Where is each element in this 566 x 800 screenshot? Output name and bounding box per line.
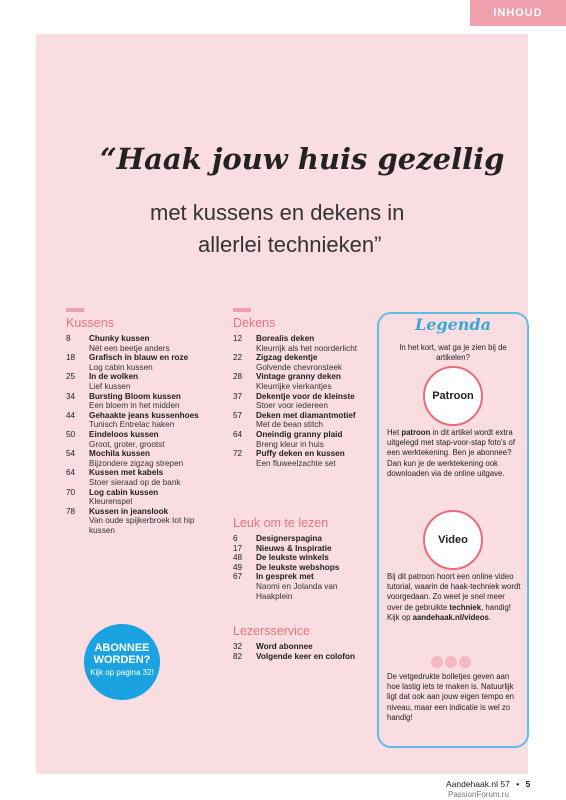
toc-entry[interactable] <box>66 334 216 353</box>
quote-line-3: allerlei technieken” <box>198 232 382 257</box>
toc-page-number: 8 <box>66 334 71 343</box>
toc-entry-subtitle: Nét een beetje anders <box>89 343 170 353</box>
badge-headline: ABONNEE WORDEN? <box>93 642 151 666</box>
toc-entry-text <box>89 468 181 487</box>
dekens-column <box>233 316 373 468</box>
toc-entry-subtitle: Breng kleur in huis <box>256 439 324 449</box>
dekens-title: Dekens <box>233 316 276 330</box>
quote-line-1: “Haak jouw huis gezellig <box>100 142 505 176</box>
toc-entry-title: Word abonnee <box>256 642 313 651</box>
page-footer <box>446 779 530 789</box>
toc-entry[interactable] <box>233 652 373 662</box>
toc-entry-text <box>256 544 332 554</box>
toc-page-number: 25 <box>66 372 76 382</box>
toc-entry[interactable] <box>66 411 216 430</box>
toc-entry-title: Grafisch in blauw en roze <box>89 353 189 363</box>
toc-entry-title: Chunky kussen <box>89 334 150 343</box>
watermark: PassionForum.ru <box>448 790 509 799</box>
quote-line-2: met kussens en dekens in <box>150 200 405 225</box>
toc-entry-text <box>89 488 158 507</box>
badge-subtext: Kijk op pagina 32! <box>90 668 154 677</box>
video-text-pre: Bij dit patroon hoort een online video tutorial, waarin de haak-techniek wordt voorgedaan. Zo weet je snel meer over de gebruikte <box>387 572 521 612</box>
patroon-text-pre: Het <box>387 428 402 437</box>
subscribe-badge[interactable] <box>84 624 160 700</box>
difficulty-dots <box>431 656 471 668</box>
toc-page-number: 70 <box>66 487 76 497</box>
toc-entry[interactable] <box>66 372 216 391</box>
toc-entry[interactable] <box>66 392 216 411</box>
toc-page-number: 44 <box>66 410 76 420</box>
toc-entry[interactable] <box>233 449 373 468</box>
toc-page-number: 64 <box>233 429 243 439</box>
toc-entry-title: Gehaakte jeans kussenhoes <box>89 410 199 420</box>
toc-entry-text <box>256 642 313 652</box>
legenda-box <box>377 312 529 748</box>
toc-entry-subtitle: Bijzondere zigzag strepen <box>89 458 184 468</box>
kussens-list <box>66 334 216 535</box>
toc-entry-subtitle: Kleurrijk als het noorderlicht <box>256 343 358 353</box>
toc-entry-subtitle: Stoer voor iedereen <box>256 401 328 411</box>
leuk-list <box>233 534 373 601</box>
toc-page-number: 48 <box>233 553 243 563</box>
toc-entry-subtitle: Naomi en Jolanda van Haakplein <box>256 581 338 601</box>
toc-entry[interactable] <box>66 488 216 507</box>
toc-entry[interactable] <box>233 353 373 372</box>
toc-entry-title: Oneindig granny plaid <box>256 429 343 439</box>
toc-page-number: 32 <box>233 642 243 651</box>
toc-entry-subtitle: Met de bean stitch <box>256 420 323 430</box>
toc-entry-title: Log cabin kussen <box>89 487 159 497</box>
toc-entry-text <box>89 372 138 391</box>
toc-page-number: 72 <box>233 449 243 459</box>
difficulty-dot-icon <box>459 656 471 668</box>
toc-page-number: 28 <box>233 372 243 382</box>
kussens-title: Kussens <box>66 316 114 330</box>
footer-bullet: • <box>516 779 520 789</box>
toc-entry-title: Kussen in jeanslook <box>89 506 169 516</box>
toc-entry-title: In gesprek met <box>256 572 314 582</box>
toc-entry[interactable] <box>233 572 373 601</box>
toc-page-number: 54 <box>66 449 76 459</box>
dekens-list <box>233 334 373 468</box>
toc-entry-subtitle: Golvende chevronsteek <box>256 362 343 372</box>
video-text-bold: techniek <box>449 602 482 612</box>
toc-entry-title: Dekentje voor de kleinste <box>256 391 355 401</box>
toc-entry-subtitle: Een bloem in het midden <box>89 401 180 411</box>
toc-page-number: 12 <box>233 334 243 343</box>
toc-entry-title: Volgende keer en colofon <box>256 651 356 661</box>
kussens-column <box>66 316 216 535</box>
toc-page-number: 6 <box>233 534 238 543</box>
legenda-intro: In het kort, wat ga je zien bij de artikelen? <box>399 343 507 363</box>
toc-entry-title: Mochila kussen <box>89 449 150 459</box>
video-icon <box>423 510 483 570</box>
toc-entry[interactable] <box>233 430 373 449</box>
toc-entry-text <box>256 572 373 601</box>
toc-entry[interactable] <box>66 430 216 449</box>
toc-page-number: 67 <box>233 572 243 582</box>
toc-entry-text <box>256 449 345 468</box>
toc-page-number: 37 <box>233 391 243 401</box>
section-rule <box>66 308 84 312</box>
dots-text: De vetgedrukte bolletjes geven aan hoe lastig iets te maken is. Natuurlijk ligt dat ook aan jouw eigen tempo en niveau, maar een indicatie is wel zo handig! <box>387 672 515 722</box>
toc-entry[interactable] <box>233 534 373 544</box>
toc-entry-text <box>256 392 355 411</box>
lezers-list <box>233 642 373 661</box>
toc-entry[interactable] <box>233 411 373 430</box>
toc-entry-text <box>89 411 199 430</box>
toc-entry[interactable] <box>66 449 216 468</box>
toc-entry-title: Bursting Bloom kussen <box>89 391 181 401</box>
toc-entry-title: Eindeloos kussen <box>89 429 159 439</box>
toc-entry[interactable] <box>233 392 373 411</box>
patroon-text <box>387 428 521 479</box>
toc-entry-text <box>256 334 357 353</box>
toc-entry-subtitle: Kleurrijke vierkantjes <box>256 381 332 391</box>
page-number: 5 <box>525 779 531 789</box>
toc-entry-text <box>89 449 183 468</box>
toc-entry-text <box>89 430 165 449</box>
toc-entry-text <box>256 534 322 544</box>
toc-entry-text <box>89 353 188 372</box>
toc-entry-title: Nieuws & Inspiratie <box>256 543 332 553</box>
toc-entry[interactable] <box>233 553 373 563</box>
toc-entry[interactable] <box>233 544 373 554</box>
toc-page-number: 18 <box>66 353 76 363</box>
toc-entry[interactable] <box>66 468 216 487</box>
toc-entry-title: Puffy deken en kussen <box>256 449 345 459</box>
toc-entry-title: Zigzag dekentje <box>256 353 318 363</box>
toc-entry-text <box>256 553 329 563</box>
toc-entry[interactable] <box>233 563 373 573</box>
toc-page-number: 49 <box>233 562 243 572</box>
toc-entry-subtitle: Groot, groter, grootst <box>89 439 165 449</box>
patroon-icon <box>423 366 483 426</box>
toc-entry-title: Designerspagina <box>256 534 322 543</box>
toc-entry[interactable] <box>66 507 216 536</box>
toc-entry-title: In de wolken <box>89 372 139 382</box>
video-link[interactable]: aandehaak.nl/videos <box>412 612 489 622</box>
section-tab: INHOUD <box>470 0 566 26</box>
toc-entry[interactable] <box>66 353 216 372</box>
patroon-text-post: in dit artikel wordt extra uitgelegd met stap-voor-stap foto's of een werktekening. Ben je abonnee? Dan kun je de werktekening ook downloaden via de online uitgave. <box>387 428 516 478</box>
toc-entry-text <box>256 563 339 573</box>
toc-page-number: 34 <box>66 391 76 401</box>
toc-entry-text <box>256 353 342 372</box>
toc-entry-title: Borealis deken <box>256 334 315 343</box>
toc-entry-subtitle: Log cabin kussen <box>89 362 153 372</box>
toc-entry-subtitle: Stoer sieraad op de bank <box>89 477 181 487</box>
toc-entry[interactable] <box>233 642 373 652</box>
toc-entry-text <box>256 411 356 430</box>
toc-entry[interactable] <box>233 334 373 353</box>
toc-page-number: 50 <box>66 429 76 439</box>
toc-entry-title: De leukste webshops <box>256 562 340 572</box>
toc-entry-subtitle: Tunisch Entrelac haken <box>89 420 175 430</box>
video-text <box>387 572 521 623</box>
difficulty-dot-icon <box>445 656 457 668</box>
toc-entry-text <box>256 430 342 449</box>
section-rule <box>233 308 251 312</box>
patroon-text-bold: patroon <box>401 428 431 437</box>
toc-entry-title: De leukste winkels <box>256 553 329 563</box>
toc-entry-text <box>89 507 216 536</box>
toc-entry-subtitle: Lief kussen <box>89 381 131 391</box>
toc-entry-subtitle: Kleurenspel <box>89 497 133 507</box>
toc-entry-text <box>89 392 181 411</box>
toc-page-number: 22 <box>233 353 243 363</box>
toc-entry[interactable] <box>233 372 373 391</box>
video-text-mid: , handig! Kijk op <box>387 602 511 622</box>
difficulty-dot-icon <box>431 656 443 668</box>
toc-page-number: 17 <box>233 543 243 553</box>
leuk-column <box>233 516 373 601</box>
video-text-post: . <box>488 612 492 622</box>
lezers-column <box>233 624 373 661</box>
legenda-title: Legenda <box>415 315 491 334</box>
toc-entry-subtitle: Van oude spijkerbroek tot hip kussen <box>89 516 195 535</box>
toc-entry-text <box>256 652 355 662</box>
toc-entry-text <box>89 334 170 353</box>
footer-site: Aandehaak.nl 57 <box>446 779 510 789</box>
toc-page-number: 82 <box>233 651 243 661</box>
leuk-title: Leuk om te lezen <box>233 516 329 530</box>
toc-entry-text <box>256 372 341 391</box>
patroon-label: Patroon <box>432 389 474 402</box>
toc-entry-title: Vintage granny deken <box>256 372 341 382</box>
lezers-title: Lezersservice <box>233 624 311 638</box>
toc-entry-title: Deken met diamantmotief <box>256 410 356 420</box>
toc-page-number: 57 <box>233 410 243 420</box>
toc-entry-title: Kussen met kabels <box>89 468 164 478</box>
toc-page-number: 78 <box>66 506 76 516</box>
video-label: Video <box>438 533 468 546</box>
toc-page-number: 64 <box>66 468 76 478</box>
toc-entry-subtitle: Een fluweelzachte set <box>256 458 336 468</box>
